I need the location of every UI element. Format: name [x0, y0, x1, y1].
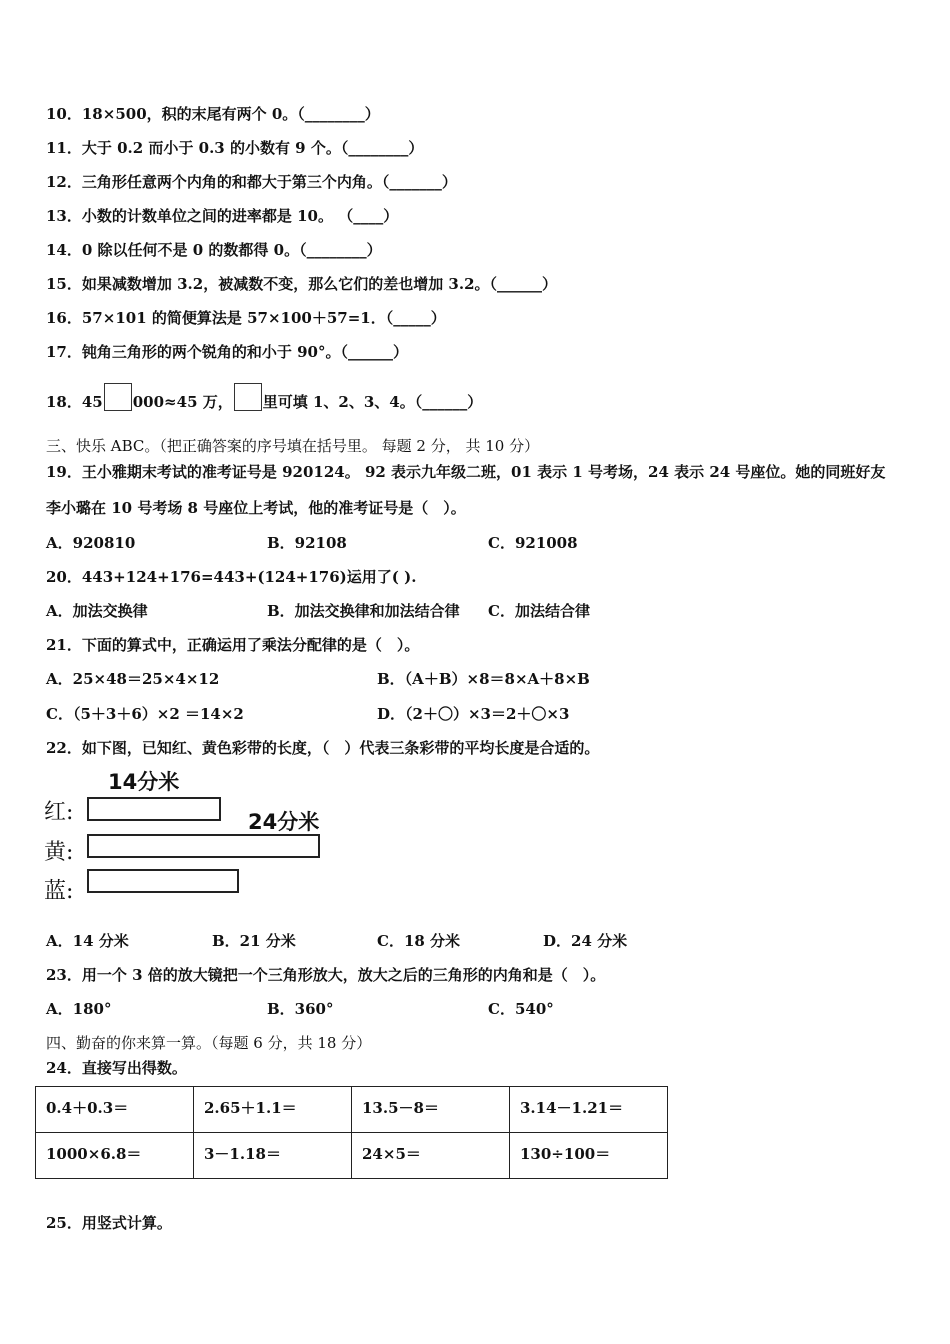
red-ribbon-bar: [87, 797, 221, 821]
option-b: B．92108: [267, 534, 347, 552]
red-label: 红:: [44, 800, 74, 825]
table-cell: 130÷100＝: [510, 1133, 668, 1179]
option-c: C．540°: [488, 1000, 554, 1018]
question-18: 18．45 000≈45 万， 里可填 1、2、3、4。（______）: [46, 383, 482, 412]
option-d: D．24 分米: [543, 932, 628, 950]
yellow-length-label: 24分米: [248, 810, 320, 834]
question-16: 16．57×101 的简便算法是 57×100＋57=1．（_____）: [46, 309, 446, 327]
blue-ribbon-bar: [87, 869, 239, 893]
blank-box: [234, 383, 262, 411]
question-24: 24．直接写出得数。: [46, 1059, 187, 1077]
question-20: 20．443+124+176=443+(124+176)运用了( ).: [46, 568, 417, 586]
question-17: 17．钝角三角形的两个锐角的和小于 90°。（______）: [46, 343, 408, 361]
blank-box: [104, 383, 132, 411]
yellow-ribbon-bar: [87, 834, 320, 858]
question-12: 12．三角形任意两个内角的和都大于第三个内角。（_______）: [46, 173, 457, 191]
table-cell: 24×5＝: [352, 1133, 510, 1179]
red-length-label: 14分米: [108, 770, 180, 794]
table-cell: 3.14－1.21＝: [510, 1087, 668, 1133]
table-cell: 3－1.18＝: [194, 1133, 352, 1179]
question-22: 22．如下图，已知红、黄色彩带的长度，（ ）代表三条彩带的平均长度是合适的。: [46, 739, 600, 757]
section-3-heading: 三、快乐 ABC。（把正确答案的序号填在括号里。 每题 2 分， 共 10 分）: [46, 437, 540, 455]
question-19-line1: 19．王小雅期末考试的准考证号是 920124。 92 表示九年级二班，01 表示 1 号考场，24 表示 24 号座位。她的同班好友: [46, 463, 886, 481]
option-c: C．921008: [488, 534, 578, 552]
question-10: 10．18×500，积的末尾有两个 0。（________）: [46, 105, 380, 123]
table-row: [36, 1133, 668, 1179]
option-c: C．18 分米: [377, 932, 461, 950]
option-d: D．（2＋〇）×3＝2＋〇×3: [377, 705, 570, 723]
table-cell: 13.5－8＝: [352, 1087, 510, 1133]
option-a: A．25×48＝25×4×12: [46, 670, 220, 688]
question-14: 14．0 除以任何不是 0 的数都得 0。（________）: [46, 241, 382, 259]
question-13: 13．小数的计数单位之间的进率都是 10。 （____）: [46, 207, 399, 225]
option-a: A．14 分米: [46, 932, 129, 950]
option-b: B．21 分米: [212, 932, 296, 950]
option-a: A．加法交换律: [46, 602, 148, 620]
question-23: 23．用一个 3 倍的放大镜把一个三角形放大，放大之后的三角形的内角和是（ ）。: [46, 966, 606, 984]
table-cell: 2.65＋1.1＝: [194, 1087, 352, 1133]
question-19-line2: 李小璐在 10 号考场 8 号座位上考试，他的准考证号是（ ）。: [46, 499, 466, 517]
option-b: B．（A＋B）×8＝8×A＋8×B: [377, 670, 590, 688]
option-a: A．180°: [46, 1000, 112, 1018]
section-4-heading: 四、勤奋的你来算一算。（每题 6 分，共 18 分）: [46, 1034, 372, 1052]
blue-label: 蓝:: [44, 879, 74, 904]
option-c: C．加法结合律: [488, 602, 590, 620]
option-b: B．加法交换律和加法结合律: [267, 602, 460, 620]
question-25: 25．用竖式计算。: [46, 1214, 172, 1232]
yellow-label: 黄:: [44, 840, 74, 865]
question-15: 15．如果减数增加 3.2，被减数不变，那么它们的差也增加 3.2。（______）: [46, 275, 558, 293]
question-21: 21．下面的算式中，正确运用了乘法分配律的是（ ）。: [46, 636, 420, 654]
table-row: [36, 1087, 668, 1133]
option-c: C．（5＋3＋6）×2 ＝14×2: [46, 705, 244, 723]
calculation-table: [35, 1086, 668, 1179]
question-11: 11．大于 0.2 而小于 0.3 的小数有 9 个。（________）: [46, 139, 424, 157]
option-b: B．360°: [267, 1000, 334, 1018]
table-cell: 1000×6.8＝: [36, 1133, 194, 1179]
table-cell: 0.4＋0.3＝: [36, 1087, 194, 1133]
option-a: A．920810: [46, 534, 136, 552]
